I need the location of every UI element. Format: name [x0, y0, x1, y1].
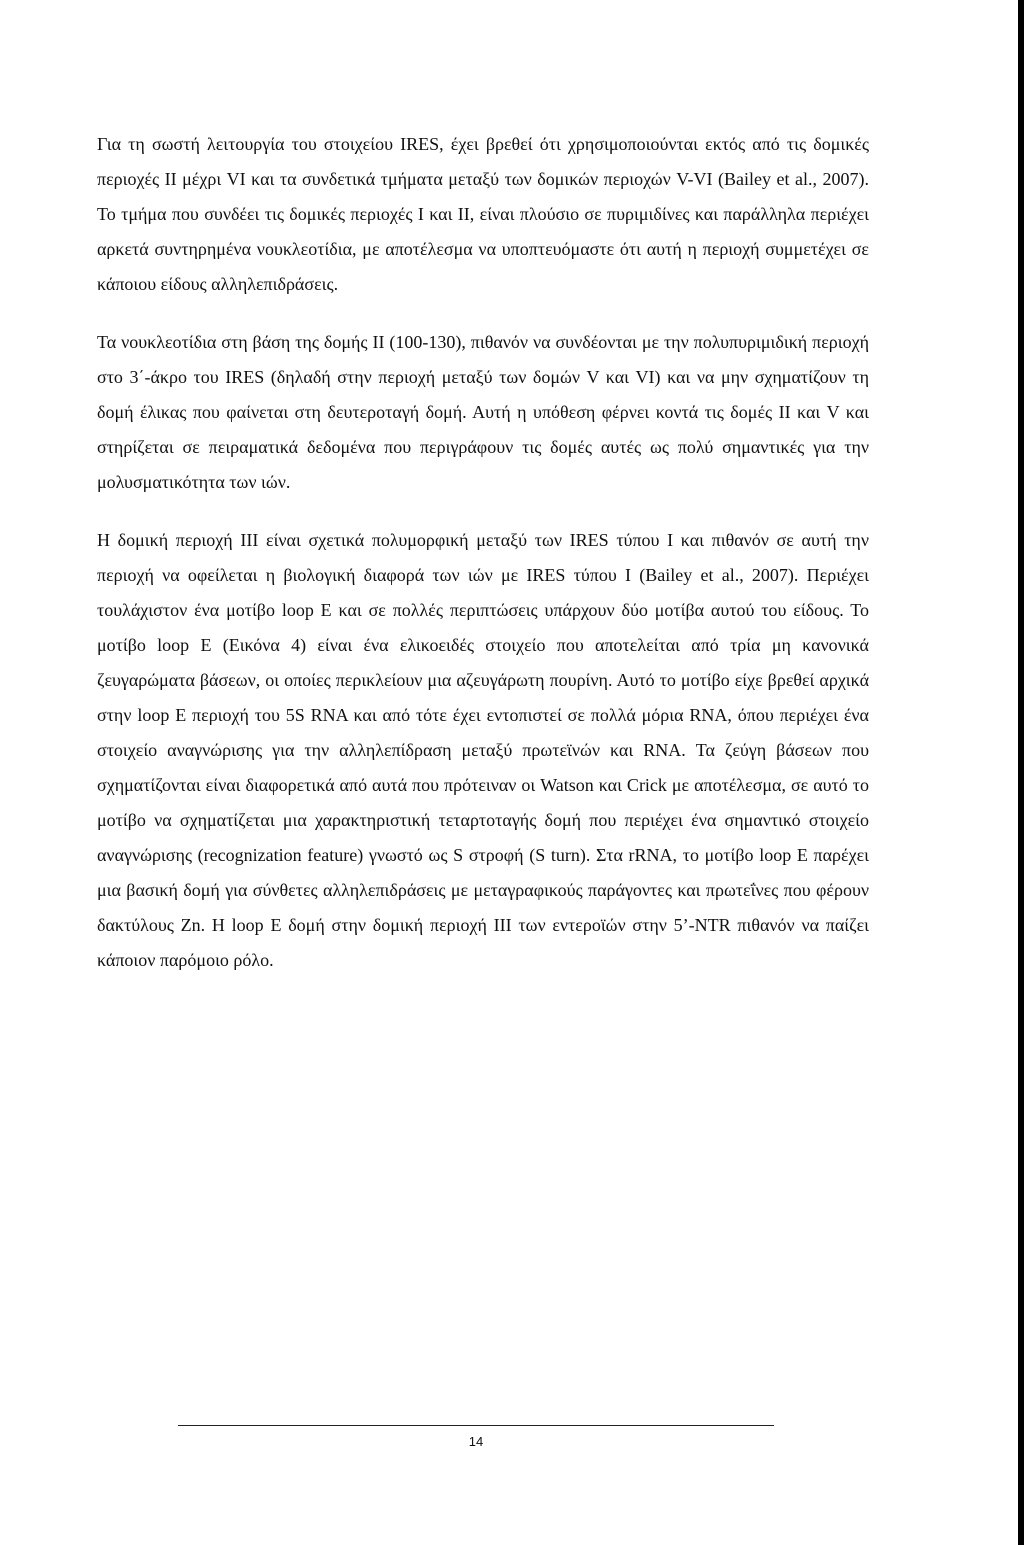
body-text	[97, 127, 869, 1001]
paragraph-3: Η δομική περιοχή III είναι σχετικά πολυμορφική μεταξύ των IRES τύπου I και πιθανόν σε αυτή την περιοχή να οφείλεται η βιολογική διαφορά των ιών με IRES τύπου I (Bailey et al., 2007). Περιέχει τουλάχιστον ένα μοτίβο loop E και σε πολλές περιπτώσεις υπάρχουν δύο μοτίβα αυτού του είδους. Το μοτίβο loop E (Εικόνα 4) είναι ένα ελικοειδές στοιχείο που αποτελείται από τρία μη κανονικά ζευγαρώματα βάσεων, οι οποίες περικλείουν μια αζευγάρωτη πουρίνη. Αυτό το μοτίβο είχε βρεθεί αρχικά στην loop E περιοχή του 5S RNA και από τότε έχει εντοπιστεί σε πολλά μόρια RNA, όπου περιέχει ένα στοιχείο αναγνώρισης για την αλληλεπίδραση μεταξύ πρωτεϊνών και RNA. Τα ζεύγη βάσεων που σχηματίζονται είναι διαφορετικά από αυτά που πρότειναν οι Watson και Crick με αποτέλεσμα, σε αυτό το μοτίβο να σχηματίζεται μια χαρακτηριστική τεταρτοταγής δομή που περιέχει ένα σημαντικό στοιχείο αναγνώρισης (recognization feature) γνωστό ως S στροφή (S turn). Στα rRNA, το μοτίβο loop E παρέχει μια βασική δομή για σύνθετες αλληλεπιδράσεις με μεταγραφικούς παράγοντες και πρωτεΐνες που φέρουν δακτύλους Zn. Η loop E δομή στην δομική περιοχή III των εντεροϊών στην 5’-NTR πιθανόν να παίζει κάποιον παρόμοιο ρόλο.	[97, 530, 869, 970]
paragraph-1: Για τη σωστή λειτουργία του στοιχείου IRES, έχει βρεθεί ότι χρησιμοποιούνται εκτός από τις δομικές περιοχές II μέχρι VI και τα συνδετικά τμήματα μεταξύ των δομικών περιοχών V-VI (Bailey et al., 2007). Το τμήμα που συνδέει τις δομικές περιοχές I και II, είναι πλούσιο σε πυριμιδίνες και παράλληλα περιέχει αρκετά συντηρημένα νουκλεοτίδια, με αποτέλεσμα να υποπτευόμαστε ότι αυτή η περιοχή συμμετέχει σε κάποιου είδους αλληλεπιδράσεις.	[97, 134, 869, 294]
scan-edge	[1018, 0, 1024, 1545]
page-number: 14	[468, 1434, 484, 1449]
footer-divider	[178, 1425, 774, 1426]
paragraph-2: Τα νουκλεοτίδια στη βάση της δομής II (100-130), πιθανόν να συνδέονται με την πολυπυριμιδική περιοχή στο 3΄-άκρο του IRES (δηλαδή στην περιοχή μεταξύ των δομών V και VI) και να μην σχηματίζουν τη δομή έλικας που φαίνεται στη δευτεροταγή δομή. Αυτή η υπόθεση φέρνει κοντά τις δομές II και V και στηρίζεται σε πειραματικά δεδομένα που περιγράφουν τις δομές αυτές ως πολύ σημαντικές για την μολυσματικότητα των ιών.	[97, 332, 869, 492]
